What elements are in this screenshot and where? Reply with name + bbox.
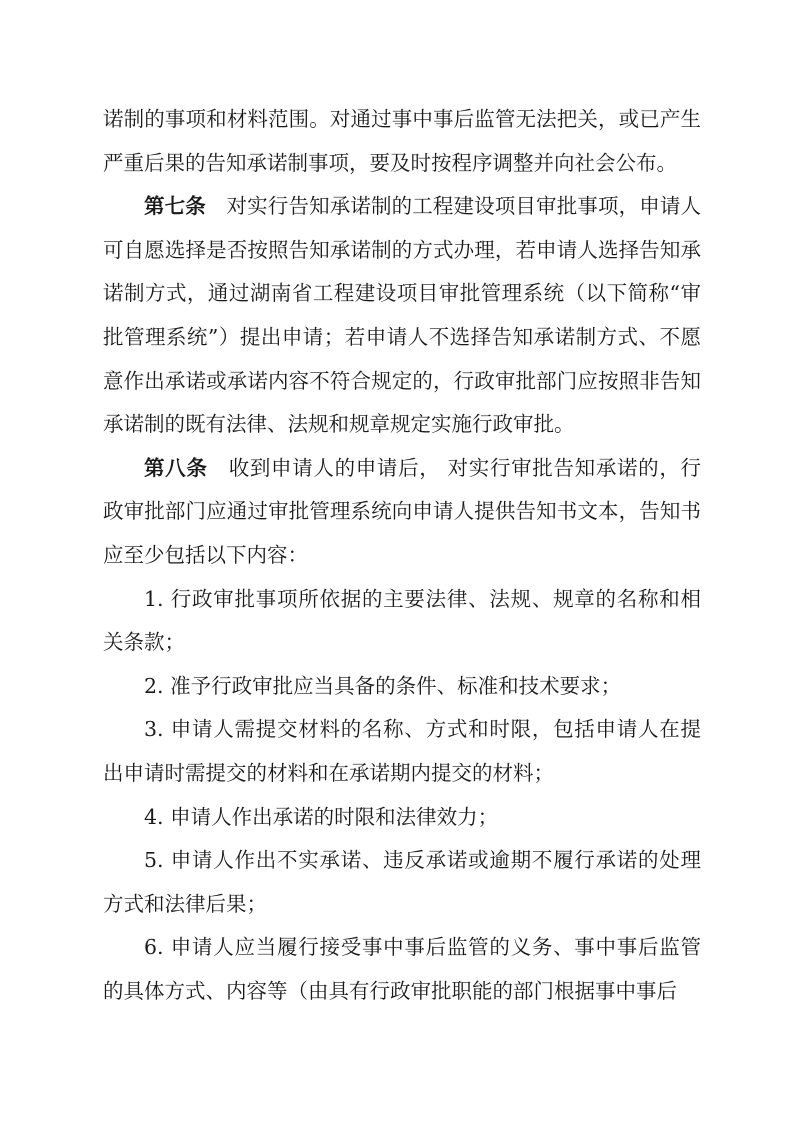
paragraph-text: 诺制的事项和材料范围。对通过事中事后监管无法把关，或已产生严重后果的告知承诺制事项，要及时按程序调整并向社会公布。 [103,107,701,175]
list-item-text: 2. 准予行政审批应当具备的条件、标准和技术要求； [144,673,622,698]
paragraph-text: 收到申请人的申请后， 对实行审批告知承诺的，行政审批部门应通过审批管理系统向申请人提供告知书文本，告知书应至少包括以下内容： [103,455,702,567]
list-item-text: 3. 申请人需提交材料的名称、方式和时限，包括申请人在提出申请时需提交的材料和在承诺期内提交的材料； [103,717,701,785]
article-heading: 第八条 [144,455,208,480]
paragraph-continuation [103,98,701,185]
article-heading: 第七条 [144,194,206,219]
article-8 [103,447,701,578]
list-item-5 [103,839,701,926]
list-item-1 [103,578,701,665]
paragraph-text: 对实行告知承诺制的工程建设项目审批事项，申请人可自愿选择是否按照告知承诺制的方式办理，若申请人选择告知承诺制方式，通过湖南省工程建设项目审批管理系统（以下简称“审批管理系统”）提出申请；若申请人不选择告知承诺制方式、不愿意作出承诺或承诺内容不符合规定的，行政审批部门应按照非告知承诺制的既有法律、法规和规章规定实施行政审批。 [103,194,702,437]
article-7 [103,185,701,447]
list-item-text: 1. 行政审批事项所依据的主要法律、法规、规章的名称和相关条款； [103,586,701,655]
list-item-3 [103,708,701,795]
list-item-text: 5. 申请人作出不实承诺、违反承诺或逾期不履行承诺的处理方式和法律后果； [103,848,701,916]
list-item-text: 4. 申请人作出承诺的时限和法律效力； [144,804,499,829]
list-item-2 [103,665,701,709]
list-item-text: 6. 申请人应当履行接受事中事后监管的义务、事中事后监管的具体方式、内容等（由具有行政审批职能的部门根据事中事后 [103,935,701,1003]
list-item-4 [103,796,701,840]
list-item-6 [103,926,701,1013]
